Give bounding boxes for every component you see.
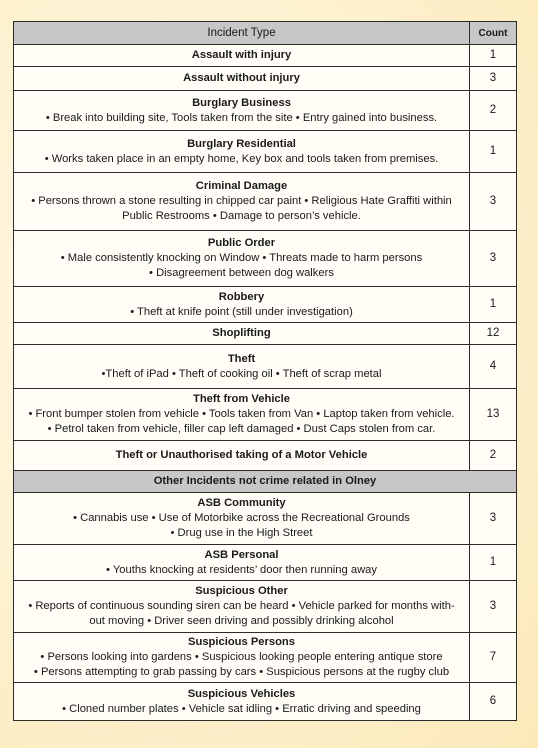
table-row <box>14 389 517 441</box>
table-row <box>14 345 517 389</box>
table-row <box>14 323 517 345</box>
incident-cell <box>14 91 470 131</box>
incident-count: 3 <box>470 493 517 545</box>
incident-count: 2 <box>470 91 517 131</box>
incident-detail: • Drug use in the High Street <box>170 527 313 539</box>
incident-detail: • Youths knocking at residents’ door then running away <box>106 563 377 576</box>
incident-count: 2 <box>470 441 517 471</box>
table-row <box>14 45 517 67</box>
header-count: Count <box>470 22 517 45</box>
incident-title: Burglary Business <box>192 96 291 109</box>
incident-detail: • Cannabis use • Use of Motorbike across the Recreational Grounds <box>73 512 410 524</box>
incident-detail: • Front bumper stolen from vehicle • Tools taken from Van • Laptop taken from vehicle. <box>28 408 455 420</box>
incident-detail: • Theft at knife point (still under investigation) <box>130 305 353 318</box>
incident-detail: • Cloned number plates • Vehicle sat idling • Erratic driving and speeding <box>62 702 421 715</box>
incident-detail: • Works taken place in an empty home, Key box and tools taken from premises. <box>44 152 439 165</box>
incident-cell <box>14 45 470 67</box>
table-row <box>14 67 517 91</box>
incident-cell <box>14 173 470 231</box>
incident-count: 12 <box>470 323 517 345</box>
incident-cell <box>14 323 470 345</box>
table-row <box>14 287 517 323</box>
incident-title: ASB Personal <box>204 548 279 561</box>
incident-cell <box>14 287 470 323</box>
section-title: Other Incidents not crime related in Olney <box>14 471 517 493</box>
incident-cell <box>14 345 470 389</box>
incident-cell <box>14 67 470 91</box>
incident-cell <box>14 493 470 545</box>
incident-detail: • Reports of continuous sounding siren can be heard • Vehicle parked for months with- <box>28 600 455 612</box>
incident-title: Assault without injury <box>183 72 300 84</box>
incident-count: 1 <box>470 545 517 581</box>
section-header-row <box>14 471 517 493</box>
incident-cell <box>14 545 470 581</box>
other-rows <box>14 493 517 721</box>
incident-count: 1 <box>470 45 517 67</box>
incident-cell <box>14 389 470 441</box>
table-row <box>14 231 517 287</box>
header-incident-type: Incident Type <box>14 22 470 45</box>
table-row <box>14 545 517 581</box>
incident-count: 3 <box>470 67 517 91</box>
incident-title: Theft from Vehicle <box>193 393 290 405</box>
incident-detail: • Persons thrown a stone resulting in chipped car paint • Religious Hate Graffiti within <box>31 195 452 207</box>
incident-title: Assault with injury <box>191 49 292 61</box>
incident-cell <box>14 683 470 721</box>
table-row <box>14 683 517 721</box>
incident-count: 1 <box>470 287 517 323</box>
table-row <box>14 173 517 231</box>
incident-detail: • Persons looking into gardens • Suspicious looking people entering antique store <box>40 651 443 663</box>
incident-title: Suspicious Persons <box>188 636 295 648</box>
incident-count: 6 <box>470 683 517 721</box>
incident-count: 3 <box>470 231 517 287</box>
incident-count: 3 <box>470 581 517 633</box>
incident-title: Suspicious Vehicles <box>187 687 296 700</box>
incident-cell <box>14 581 470 633</box>
incident-cell <box>14 231 470 287</box>
incident-cell <box>14 633 470 683</box>
incident-detail: out moving • Driver seen driving and possibly drinking alcohol <box>89 615 394 627</box>
incident-title: Burglary Residential <box>187 137 296 150</box>
incident-detail: • Petrol taken from vehicle, filler cap left damaged • Dust Caps stolen from car. <box>47 423 436 435</box>
incident-count: 7 <box>470 633 517 683</box>
incident-title: Suspicious Other <box>195 585 288 597</box>
table-row <box>14 633 517 683</box>
crime-rows <box>14 45 517 471</box>
incident-title: Public Order <box>207 237 276 249</box>
incident-detail: •Theft of iPad • Theft of cooking oil • Theft of scrap metal <box>101 367 382 380</box>
incident-title: Criminal Damage <box>195 180 288 192</box>
incident-title: ASB Community <box>197 497 286 509</box>
incident-count: 1 <box>470 131 517 173</box>
table-row <box>14 131 517 173</box>
incident-detail: Public Restrooms • Damage to person’s vehicle. <box>122 210 361 222</box>
incident-title: Theft <box>227 352 256 365</box>
incident-detail: • Break into building site, Tools taken from the site • Entry gained into business. <box>45 111 438 124</box>
incident-title: Robbery <box>218 290 265 303</box>
table-row <box>14 493 517 545</box>
incident-detail: • Disagreement between dog walkers <box>149 267 334 279</box>
incident-count: 3 <box>470 173 517 231</box>
incident-cell <box>14 131 470 173</box>
incident-title: Shoplifting <box>212 327 271 339</box>
table-header-row <box>14 22 517 45</box>
table-row <box>14 581 517 633</box>
incident-title: Theft or Unauthorised taking of a Motor Vehicle <box>115 449 368 461</box>
incident-cell <box>14 441 470 471</box>
table-row <box>14 441 517 471</box>
incident-detail: • Persons attempting to grab passing by cars • Suspicious persons at the rugby club <box>33 666 450 678</box>
incident-count: 4 <box>470 345 517 389</box>
incident-table <box>13 21 517 721</box>
incident-detail: • Male consistently knocking on Window • Threats made to harm persons <box>60 252 423 264</box>
table-row <box>14 91 517 131</box>
incident-count: 13 <box>470 389 517 441</box>
